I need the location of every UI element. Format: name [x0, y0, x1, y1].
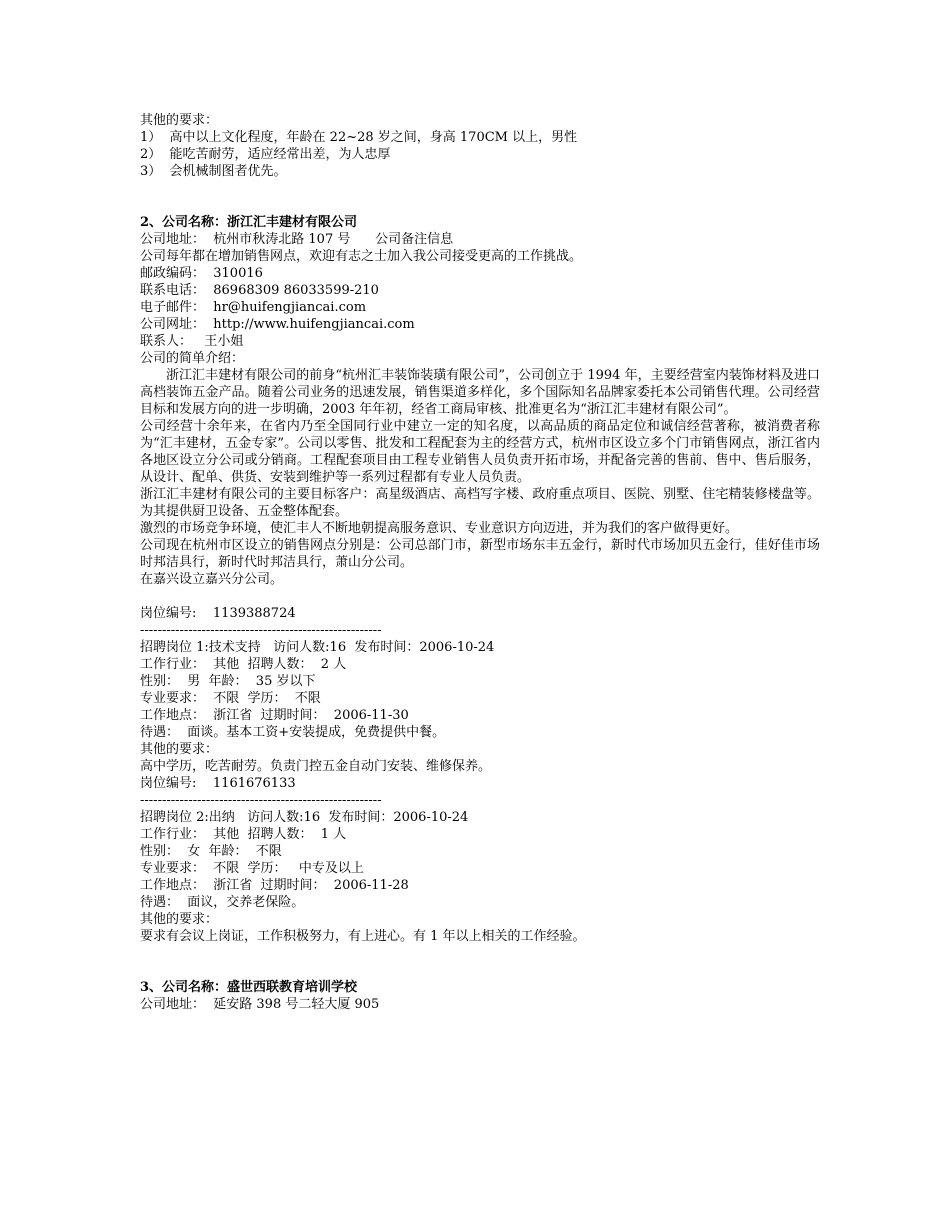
other-requirements-label: 其他的要求：: [140, 113, 219, 128]
job-major-education: 专业要求： 不限 学历： 不限: [140, 691, 321, 706]
job-other-text: 要求有会议上岗证，工作积极努力，有上进心。有 1 年以上相关的工作经验。: [140, 929, 586, 944]
requirement-item: 1） 高中以上文化程度，年龄在 22~28 岁之间，身高 170CM 以上，男性: [140, 130, 578, 145]
job-location-expire: 工作地点： 浙江省 过期时间： 2006-11-28: [140, 878, 409, 893]
intro-paragraph: 在嘉兴设立嘉兴分公司。: [140, 572, 284, 587]
job-other-text: 高中学历，吃苦耐劳。负责门控五金自动门安装、维修保养。: [140, 759, 492, 774]
job-other-label: 其他的要求：: [140, 742, 219, 757]
company-contact: 联系人： 王小姐: [140, 334, 244, 349]
company-postcode: 邮政编码： 310016: [140, 266, 263, 281]
company-intro-label: 公司的简单介绍：: [140, 351, 245, 366]
job-treatment: 待遇： 面议，交养老保险。: [140, 895, 305, 910]
company-email: 电子邮件： hr@huifengjiancai.com: [140, 300, 367, 315]
job-location-expire: 工作地点： 浙江省 过期时间： 2006-11-30: [140, 708, 409, 723]
requirement-item: 3） 会机械制图者优先。: [140, 164, 287, 179]
document-page: [140, 112, 820, 1013]
job-title: 招聘岗位 2:出纳 访问人数:16 发布时间：2006-10-24: [140, 810, 469, 825]
spacer: [140, 588, 820, 605]
job-gender-age: 性别： 男 年龄： 35 岁以下: [140, 674, 316, 689]
divider-rule: -------------------------------------------------------: [140, 623, 382, 638]
intro-paragraph: 公司现在杭州市区设立的销售网点分别是：公司总部门市，新型市场东丰五金行，新时代市场加贝五金行，佳好佳市场时邦洁具行，新时代时邦洁具行，萧山分公司。: [140, 538, 820, 570]
intro-paragraph: 公司经营十余年来，在省内乃至全国同行业中建立一定的知名度，以高品质的商品定位和诚信经营著称，被消费者称为“汇丰建材，五金专家”。公司以零售、批发和工程配套为主的经营方式，杭州市区设立多个门市销售网点，浙江省内各地区设立分公司或分销商。工程配套项目由工程专业销售人员负责开拓市场，并配备完善的售前、售中、售后服务，从设计、配单、供货、安装到维护等一系列过程都有专业人员负责。: [140, 419, 820, 485]
intro-paragraph: 浙江汇丰建材有限公司的主要目标客户：高星级酒店、高档写字楼、政府重点项目、医院、别墅、住宅精装修楼盘等。为其提供厨卫设备、五金整体配套。: [140, 487, 820, 519]
company-heading: 2、公司名称：浙江汇丰建材有限公司: [140, 215, 358, 230]
job-id: 岗位编号: 1161676133: [140, 776, 296, 791]
company-address: 公司地址： 延安路 398 号二轻大厦 905: [140, 997, 380, 1012]
job-id: 岗位编号: 1139388724: [140, 606, 296, 621]
company-slogan: 公司每年都在增加销售网点，欢迎有志之士加入我公司接受更高的工作挑战。: [140, 249, 583, 264]
requirement-item: 2） 能吃苦耐劳，适应经常出差，为人忠厚: [140, 147, 391, 162]
intro-paragraph: 浙江汇丰建材有限公司的前身“杭州汇丰装饰装璜有限公司”，公司创立于 1994 年，主要经营室内装饰材料及进口高档装饰五金产品。随着公司业务的迅速发展，销售渠道多样化，多个国际知名品牌家委托本公司销售代理。公司经营目标和发展方向的进一步明确，2003 年年初，经省工商局审核、批准更名为“浙江汇丰建材有限公司”。: [140, 368, 820, 417]
company-address: 公司地址： 杭州市秋涛北路 107 号 公司备注信息: [140, 232, 454, 247]
job-treatment: 待遇： 面谈。基本工资+安装提成，免费提供中餐。: [140, 725, 446, 740]
company-website: 公司网址： http://www.huifengjiancai.com: [140, 317, 415, 332]
job-other-label: 其他的要求：: [140, 912, 219, 927]
intro-paragraph: 激烈的市场竞争环境，使汇丰人不断地朝提高服务意识、专业意识方向迈进，并为我们的客户做得更好。: [140, 521, 739, 536]
job-gender-age: 性别： 女 年龄： 不限: [140, 844, 282, 859]
job-industry: 工作行业： 其他 招聘人数： 1 人: [140, 827, 347, 842]
job-major-education: 专业要求： 不限 学历： 中专及以上: [140, 861, 364, 876]
company-heading: 3、公司名称：盛世西联教育培训学校: [140, 980, 358, 995]
spacer: [140, 180, 820, 214]
spacer: [140, 945, 820, 979]
divider-rule: -------------------------------------------------------: [140, 793, 382, 808]
company-phone: 联系电话： 86968309 86033599-210: [140, 283, 379, 298]
job-title: 招聘岗位 1:技术支持 访问人数:16 发布时间：2006-10-24: [140, 640, 495, 655]
job-industry: 工作行业： 其他 招聘人数： 2 人: [140, 657, 347, 672]
